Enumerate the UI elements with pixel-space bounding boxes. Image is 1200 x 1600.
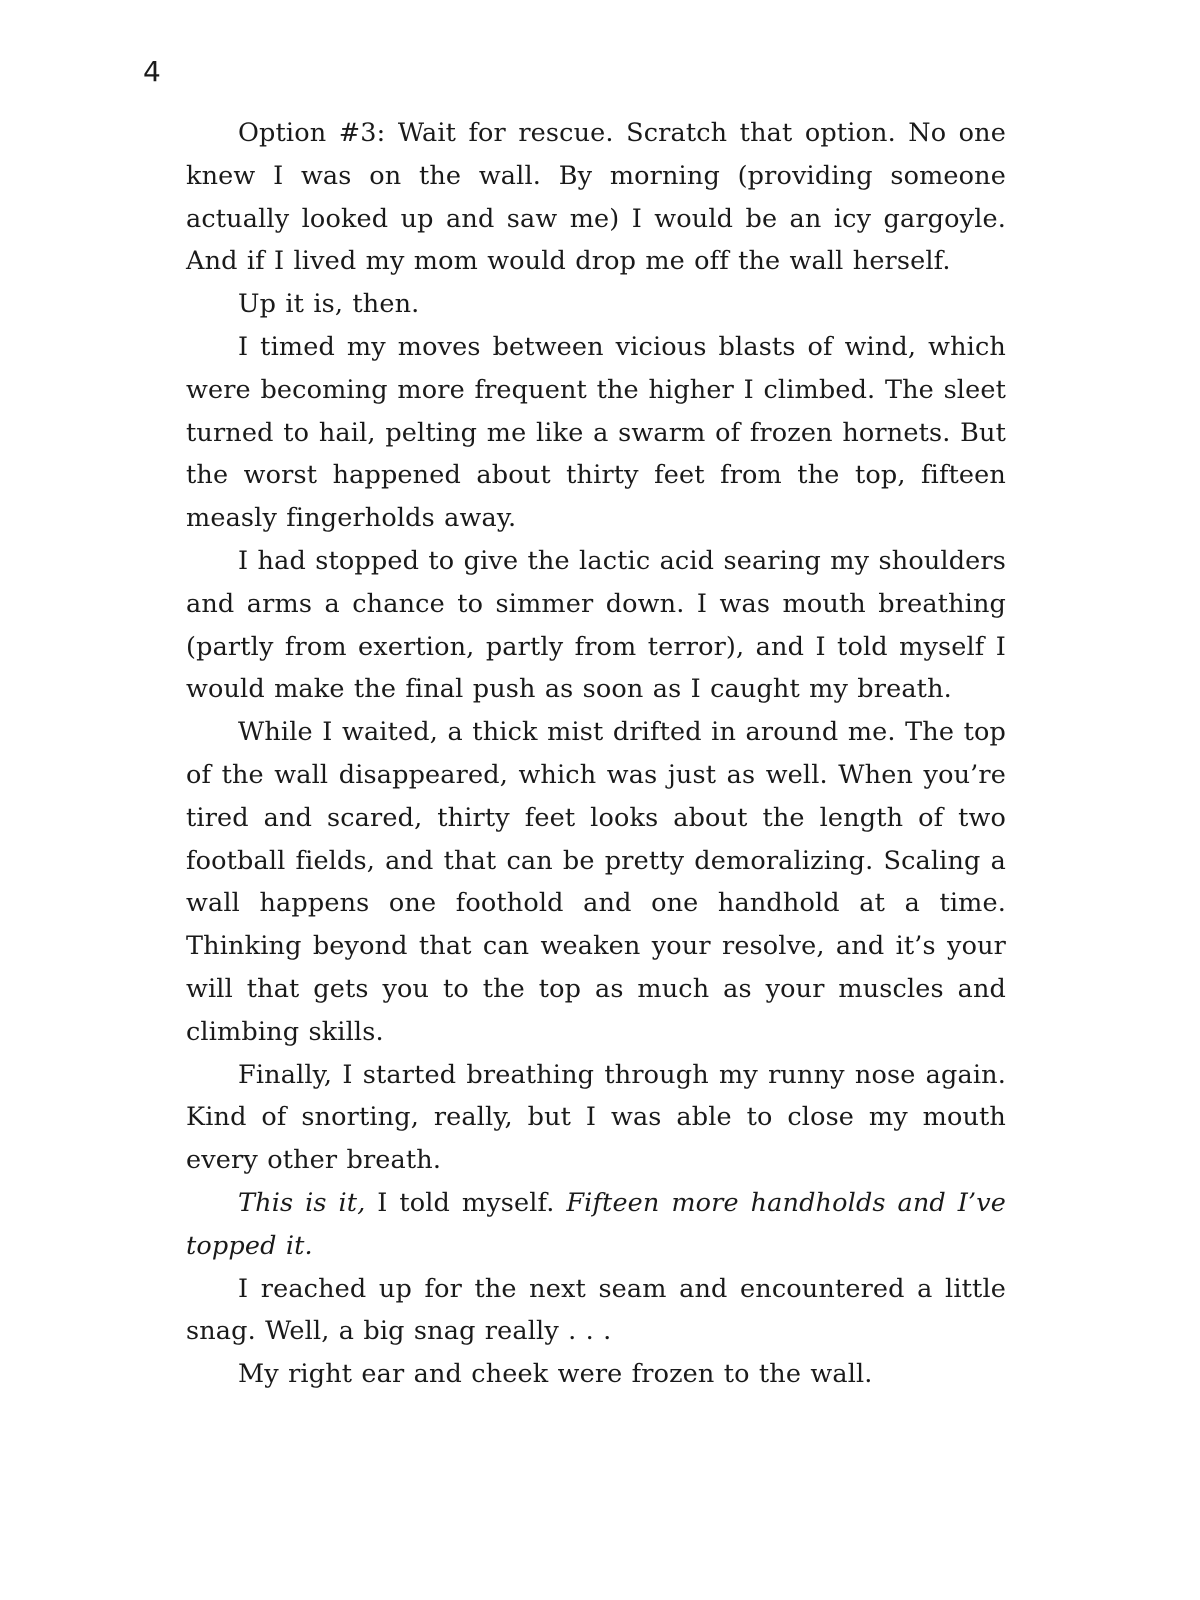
paragraph-mixed <box>186 1182 1006 1268</box>
paragraph: While I waited, a thick mist drifted in around me. The top of the wall disappeared, which was just as well. When you’re tired and scared, thirty feet looks about the length of two football fields, and that can be pretty demoralizing. Scaling a wall happens one foothold and one handhold at a time. Thinking beyond that can weaken your resolve, and it’s your will that gets you to the top as much as your muscles and climbing skills. <box>186 717 1006 1047</box>
paragraph: I reached up for the next seam and encountered a little snag. Well, a big snag really . . . <box>186 1273 1006 1347</box>
paragraph: I had stopped to give the lactic acid searing my shoulders and arms a chance to simmer down. I was mouth breathing (partly from exertion, partly from terror), and I told myself I would make the final push as soon as I caught my breath. <box>186 545 1006 705</box>
dialogue-tag: I told myself. <box>365 1187 567 1218</box>
italic-thought: This is it, <box>238 1187 366 1218</box>
paragraph: Option #3: Wait for rescue. Scratch that option. No one knew I was on the wall. By morning (providing someone actually looked up and saw me) I would be an icy gargoyle. And if I lived my mom would drop me off the wall herself. <box>186 118 1006 277</box>
body-text <box>186 112 1006 1396</box>
page-number: 4 <box>143 55 161 88</box>
paragraph: I timed my moves between vicious blasts of wind, which were becoming more frequent the higher I climbed. The sleet turned to hail, pelting me like a swarm of frozen hornets. But the worst happened about thirty feet from the top, fifteen measly fingerholds away. <box>186 331 1006 534</box>
italic-thought: Fifteen more handholds and I’ve topped it. <box>186 1187 1006 1261</box>
paragraph: Finally, I started breathing through my runny nose again. Kind of snorting, really, but I was able to close my mouth every other breath. <box>186 1059 1006 1176</box>
paragraph: Up it is, then. <box>238 289 420 320</box>
paragraph: My right ear and cheek were frozen to the wall. <box>238 1359 873 1390</box>
